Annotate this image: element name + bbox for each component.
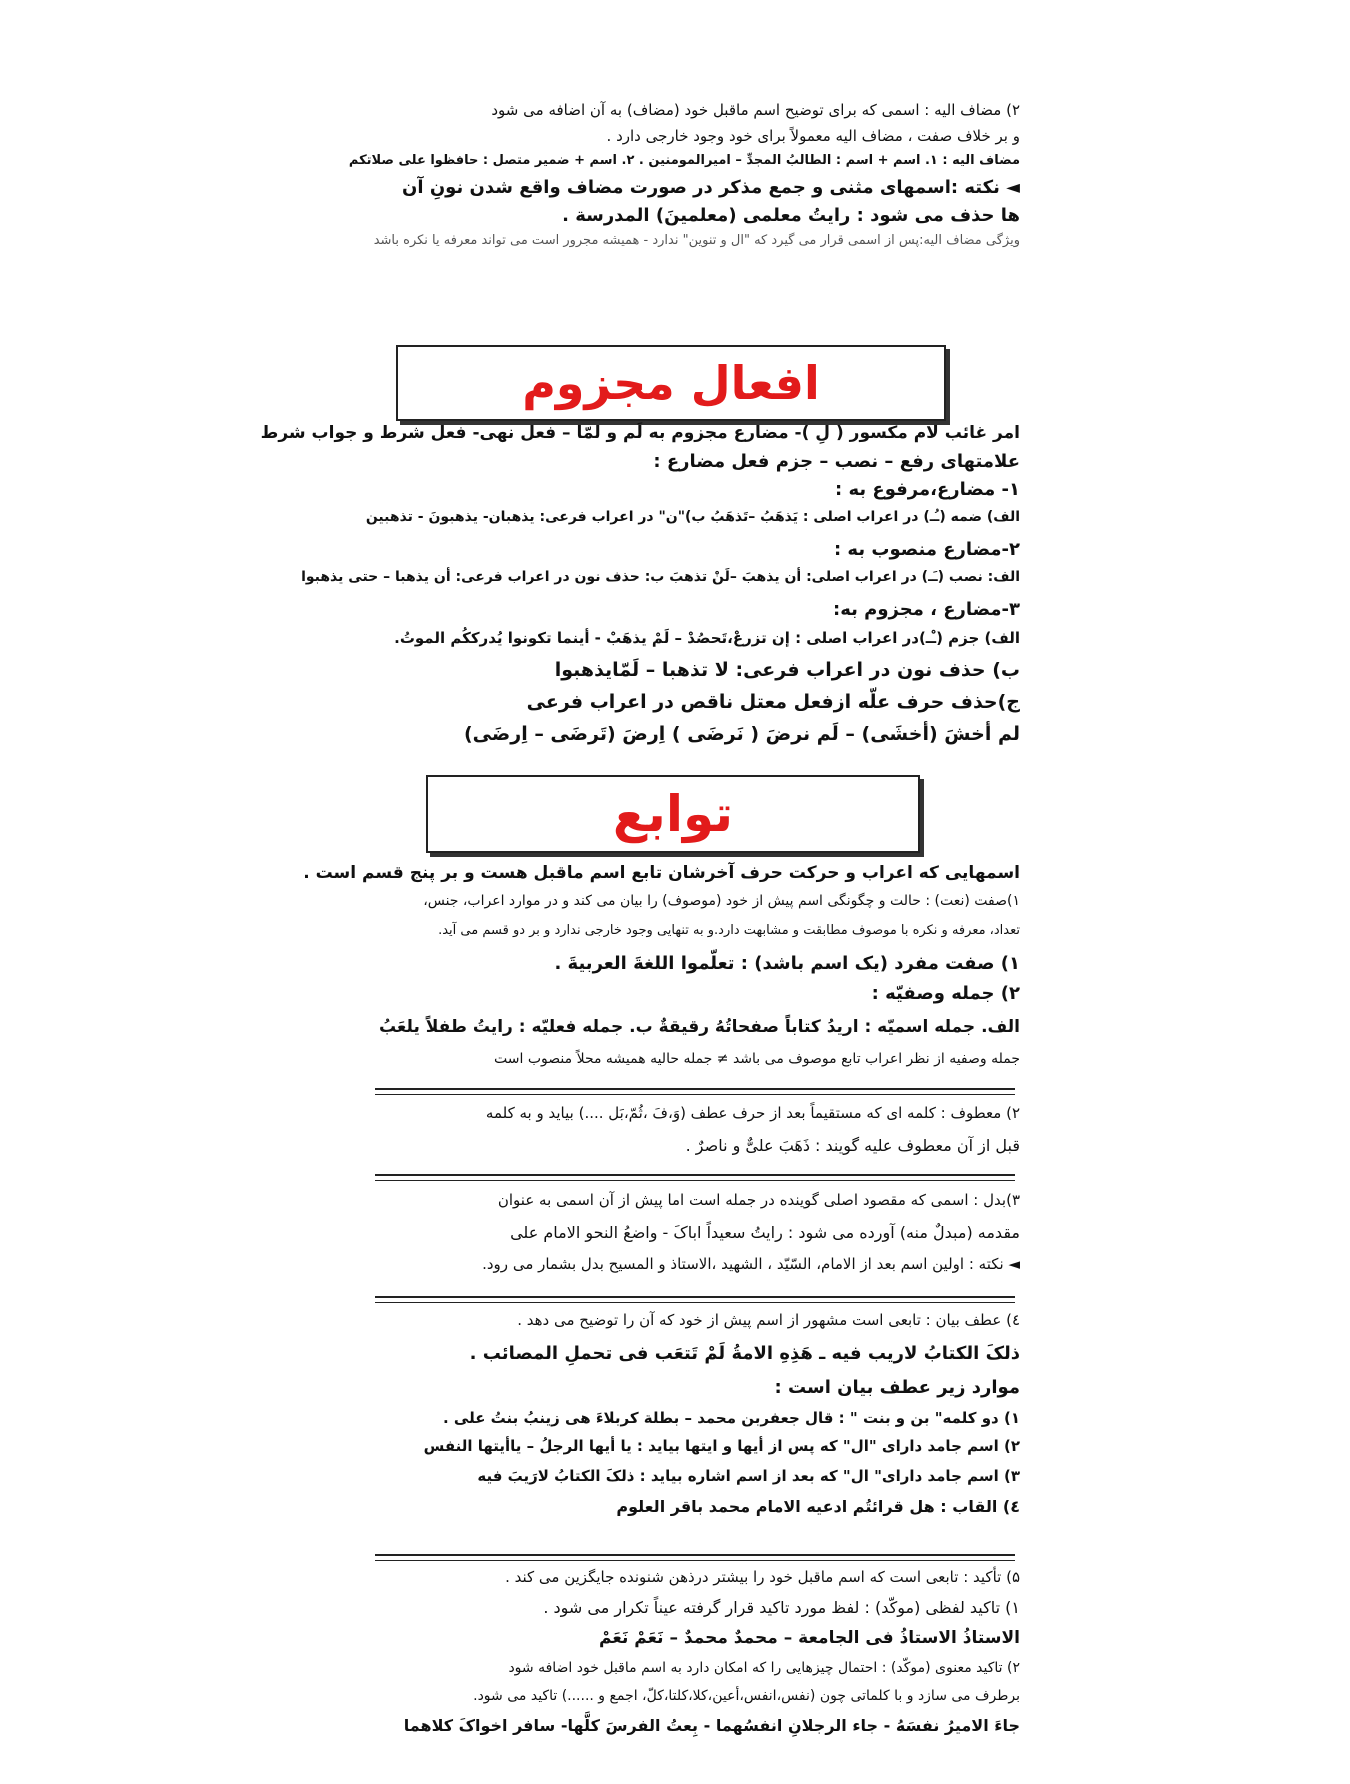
maatoof-line-1: ۲) معطوف : کلمه ای که مستقیماً بعد از حرف عطف (وَ،فَ ،ثُمّ،بَل ....) بیاید و به کلمه: [485, 1104, 1020, 1122]
takid-section: [340, 1567, 1020, 1745]
badal-line-1: ۳)بدل : اسمی که مقصود اصلی گوینده در جمله است اما پیش از آن اسمی به عنوان: [497, 1191, 1020, 1209]
takid-line-6: جاءَ الامیرُ نفسَهُ - جاء الرجلانِ انفسُهما - بِعتُ الفرسَ کلَّها- سافر اخواکَ کلاهما: [403, 1716, 1020, 1735]
majzoom-line-3: ۱- مضارع،مرفوع به :: [835, 479, 1020, 500]
sefat-line-3: ۱) صفت مفرد (یک اسم باشد) : تعلّموا اللغةَ العربیةَ .: [554, 953, 1020, 974]
divider-2: [375, 1174, 1015, 1181]
badal-line-2: مقدمه (مبدلٌ منه) آورده می شود : رایتُ سعیداً اباکَ - واضعُ النحو الامام علی: [510, 1223, 1020, 1242]
divider-3: [375, 1296, 1015, 1303]
majzoom-line-4: الف) ضمه (ـُـ) در اعراب اصلی : یَذهَبُ –تَذهَبُ ب)"ن" در اعراب فرعی: یذهبان- یذهبونَ - تذهبین: [365, 509, 1020, 525]
mudaf-line-2: و بر خلاف صفت ، مضاف الیه معمولاً برای خود وجود خارجی دارد .: [606, 127, 1020, 145]
takid-line-3: الاستاذُ الاستاذُ فی الجامعة – محمدٌ محمدٌ – نَعَمْ نَعَمْ: [599, 1628, 1020, 1648]
mudaf-note-line-1: ◄ نکته :اسمهای مثنی و جمع مذکر در صورت مضاف واقع شدن نونِ آن: [402, 177, 1020, 198]
takid-line-2: ۱) تاکید لفظی (موکّد) : لفظ مورد تاکید قرار گرفته عیناً تکرار می شود .: [543, 1598, 1020, 1617]
sefat-line-6: جمله وصفیه از نظر اعراب تابع موصوف می باشد ≠ جمله حالیه همیشه محلاً منصوب است: [494, 1051, 1020, 1067]
majzoom-title: افعال مجزوم: [522, 356, 820, 410]
takid-line-5: برطرف می سازد و با کلماتی چون (نفس،انفس،أعین،کلا،کلتا،کلّ، اجمع و ......) تاکید می شود.: [473, 1688, 1020, 1704]
badal-section: [340, 1190, 1020, 1286]
majzoom-line-7: ۳-مضارع ، مجزوم به:: [833, 599, 1020, 620]
majzoom-line-8: الف) جزم (ـْـ)در اعراب اصلی : إن تزرعْ،تَحصُدْ – لَمْ یذهَبْ - أینما تکونوا یُدرککُم الموتُ.: [394, 629, 1020, 647]
badal-note: ◄ نکته : اولین اسم بعد از الامام، السّیّد ، الشهید ،الاستاذ و المسیح بدل بشمار می رود.: [482, 1255, 1020, 1273]
maatoof-section: [340, 1103, 1020, 1167]
tawabe-title-banner: [426, 775, 920, 853]
majzoom-section: [260, 422, 1020, 754]
atf-line-1: ٤) عطف بیان : تابعی است مشهور از اسم پیش از خود که آن را توضیح می دهد .: [517, 1311, 1020, 1329]
atf-line-5: ۲) اسم جامد دارای "ال" که پس از أیها و ایتها بیاید : یا أیها الرجلُ – یاأیتها النفس: [423, 1437, 1020, 1455]
atf-bayan-section: [340, 1310, 1020, 1526]
majzoom-line-5: ۲-مضارع منصوب به :: [833, 539, 1020, 560]
sefat-line-5: الف. جمله اسمیّه : اریدُ کتاباً صفحاتُهُ رقیقةٌ ب. جمله فعلیّه : رایتُ طفلاً یلعَبُ: [378, 1017, 1020, 1037]
takid-line-4: ۲) تاکید معنوی (موکّد) : احتمال چیزهایی را که امکان دارد به اسم ماقبل خود اضافه شود: [508, 1660, 1020, 1676]
mudaf-feature-line: ویژگی مضاف الیه:پس از اسمی قرار می گیرد که "ال و تنوین" ندارد - همیشه مجرور است می تواند معرفه یا نکره باشد: [373, 233, 1020, 248]
atf-line-4: ۱) دو کلمه" بن و بنت " : قال جعفربن محمد – بطلة کربلاءَ هی زینبُ بنتُ علی .: [442, 1409, 1020, 1427]
divider-4: [375, 1554, 1015, 1561]
majzoom-line-11: لم أخشَ (أخشَی) – لَم نرضَ ( نَرضَی ) اِرضَ (تَرضَی – اِرضَی): [463, 723, 1020, 745]
takid-line-1: ۵) تأکید : تابعی است که اسم ماقبل خود را بیشتر درذهن شنونده جایگزین می کند .: [505, 1568, 1020, 1586]
maatoof-line-2: قبل از آن معطوف علیه گویند : ذَهَبَ علیٌّ و ناصرٌ .: [685, 1136, 1020, 1155]
majzoom-title-banner: [396, 345, 946, 421]
atf-line-2: ذلکَ الکتابُ لاریب فیه ـ هَذِهِ الامةُ لَمْ تَتعَب فی تحملِ المصائب .: [469, 1343, 1020, 1364]
sefat-section: [303, 862, 1020, 1080]
sefat-line-4: ۲) جمله وصفیّه :: [871, 983, 1020, 1004]
majzoom-line-1: امر غائب لام مکسور ( لِ )- مضارع مجزوم به لَم و لمّا – فعل نهی- فعل شرط و جواب شرط: [260, 423, 1020, 443]
majzoom-line-10: ج)حذف حرف علّه ازفعل معتل ناقص در اعراب فرعی: [526, 691, 1020, 713]
mudaf-section: [340, 100, 1020, 254]
majzoom-line-6: الف: نصب (ـَـ) در اعراب اصلی: أن یذهبَ –لَنْ تذهبَ ب: حذف نون در اعراب فرعی: أن یذهبا – حتی یذهبوا: [301, 569, 1020, 585]
tawabe-intro: اسمهایی که اعراب و حرکت حرف آخرشان تابع اسم ماقبل هست و بر پنج قسم است .: [303, 863, 1020, 883]
sefat-line-1: ۱)صفت (نعت) : حالت و چگونگی اسم پیش از خود (موصوف) را بیان می کند و در موارد اعراب، جنس،: [423, 893, 1020, 909]
atf-line-3: موارد زیر عطف بیان است :: [774, 1377, 1020, 1398]
atf-line-7: ٤) القاب : هل قرائتُم ادعیه الامام محمد باقر العلوم: [616, 1497, 1020, 1516]
mudaf-line-3: مضاف الیه : ۱. اسم + اسم : الطالبُ المجدِّ – امیرالمومنین . ۲. اسم + ضمیر متصل : حافظوا علی صلاتکم: [348, 153, 1020, 168]
divider-1: [375, 1088, 1015, 1095]
majzoom-line-9: ب) حذف نون در اعراب فرعی: لا تذهبا – لَمّایذهبوا: [554, 659, 1020, 681]
mudaf-line-1: ۲) مضاف الیه : اسمی که برای توضیح اسم ماقبل خود (مضاف) به آن اضافه می شود: [491, 101, 1020, 119]
atf-line-6: ۳) اسم جامد دارای" ال" که بعد از اسم اشاره بیاید : ذلکَ الکتابُ لارَیبَ فیه: [477, 1467, 1020, 1485]
majzoom-line-2: علامتهای رفع – نصب – جزم فعل مضارع :: [653, 451, 1020, 472]
sefat-line-2: تعداد، معرفه و نکره با موصوف مطابقت و مشابهت دارد.و به تنهایی وجود خارجی ندارد و بر دو قسم می آید.: [438, 923, 1020, 938]
tawabe-title: توابع: [612, 785, 734, 843]
mudaf-note-line-2: ها حذف می شود : رایتُ معلمی (معلمینَ) المدرسة .: [562, 205, 1020, 226]
